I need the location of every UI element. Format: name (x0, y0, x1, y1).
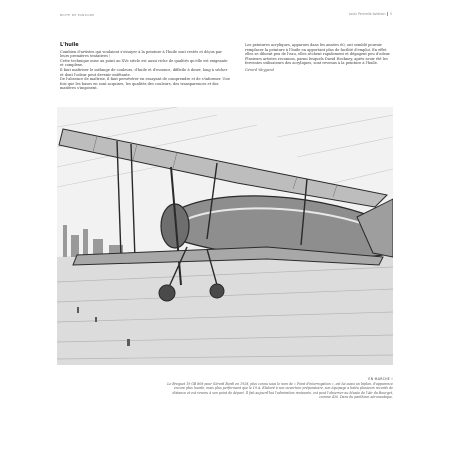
biplane-pencil-illustration (57, 107, 393, 365)
caption-title: EN MARCHE ! (368, 377, 393, 381)
paragraph: Combien d'artistes qui voulaient s'essayer à la peinture à l'huile sont restés et déçus par leurs premières tentatives ! (60, 49, 222, 59)
left-column (60, 43, 230, 91)
running-header (349, 12, 392, 16)
signature: Gérard Weygand (245, 67, 274, 72)
left-wheel (159, 285, 175, 301)
paragraph: Les peintures acryliques, apparues dans les années 60, ont semblé pouvoir remplacer la peinture à l'huile en apportant plus de facilité d'emploi. En effet elles se diluent peu de l'eau, elles sèchent rapidement et dégagent peu d'odeur. (245, 43, 391, 57)
section-title: L'huile (60, 42, 79, 48)
running-title: Louis Perinelle Aviation (348, 12, 386, 16)
paragraph: Cette technique mise au point au XVe siècle est aussi riche de qualités qu'elle est exigeante et complexe. (60, 58, 228, 68)
image-caption (167, 377, 393, 399)
right-wheel (210, 284, 224, 298)
section-label: BOITE DE PANDORE (60, 13, 95, 17)
caption-text: Le Breguet 19 GR 808 pour Gérard Bordi en 1928, plus connu sous le nom de « Point d'interrogation », est lui aussi un biplan, d'apparence encore plus lourde, mais plus performant que le 19 A. Elaboré à son ouverture préparatoire, son équipage a battu plusieurs records de distance et est revenu à son point de départ. Il fait aujourd'hui l'admiration restaurée, est peut l'observer au Musée de l'Air du Bourget, comme 430. Dans du panthéon aéronautique. (167, 382, 393, 399)
paragraph: De l'absence de maîtrise, il faut persévérer en essayant de comprendre et de s'informer. Une fois que les bases en sont acquises, les qualités des couleurs, des transparences et des matières s'imposent. (60, 77, 230, 91)
header-separator (387, 12, 388, 16)
paragraph: Plusieurs artistes reconnus, parmi lesquels David Hockney, après avoir été les ferventes utilisateurs des acryliques, sont revenus à la peinture à l'huile. (245, 56, 388, 66)
paragraph: Il faut maîtriser le mélange de couleurs, d'huile et d'essence, difficile à doser, long à sécher et dont l'odeur peut devenir entêtante. (60, 67, 228, 77)
page-number: 5 (389, 12, 392, 16)
right-column (245, 43, 393, 73)
